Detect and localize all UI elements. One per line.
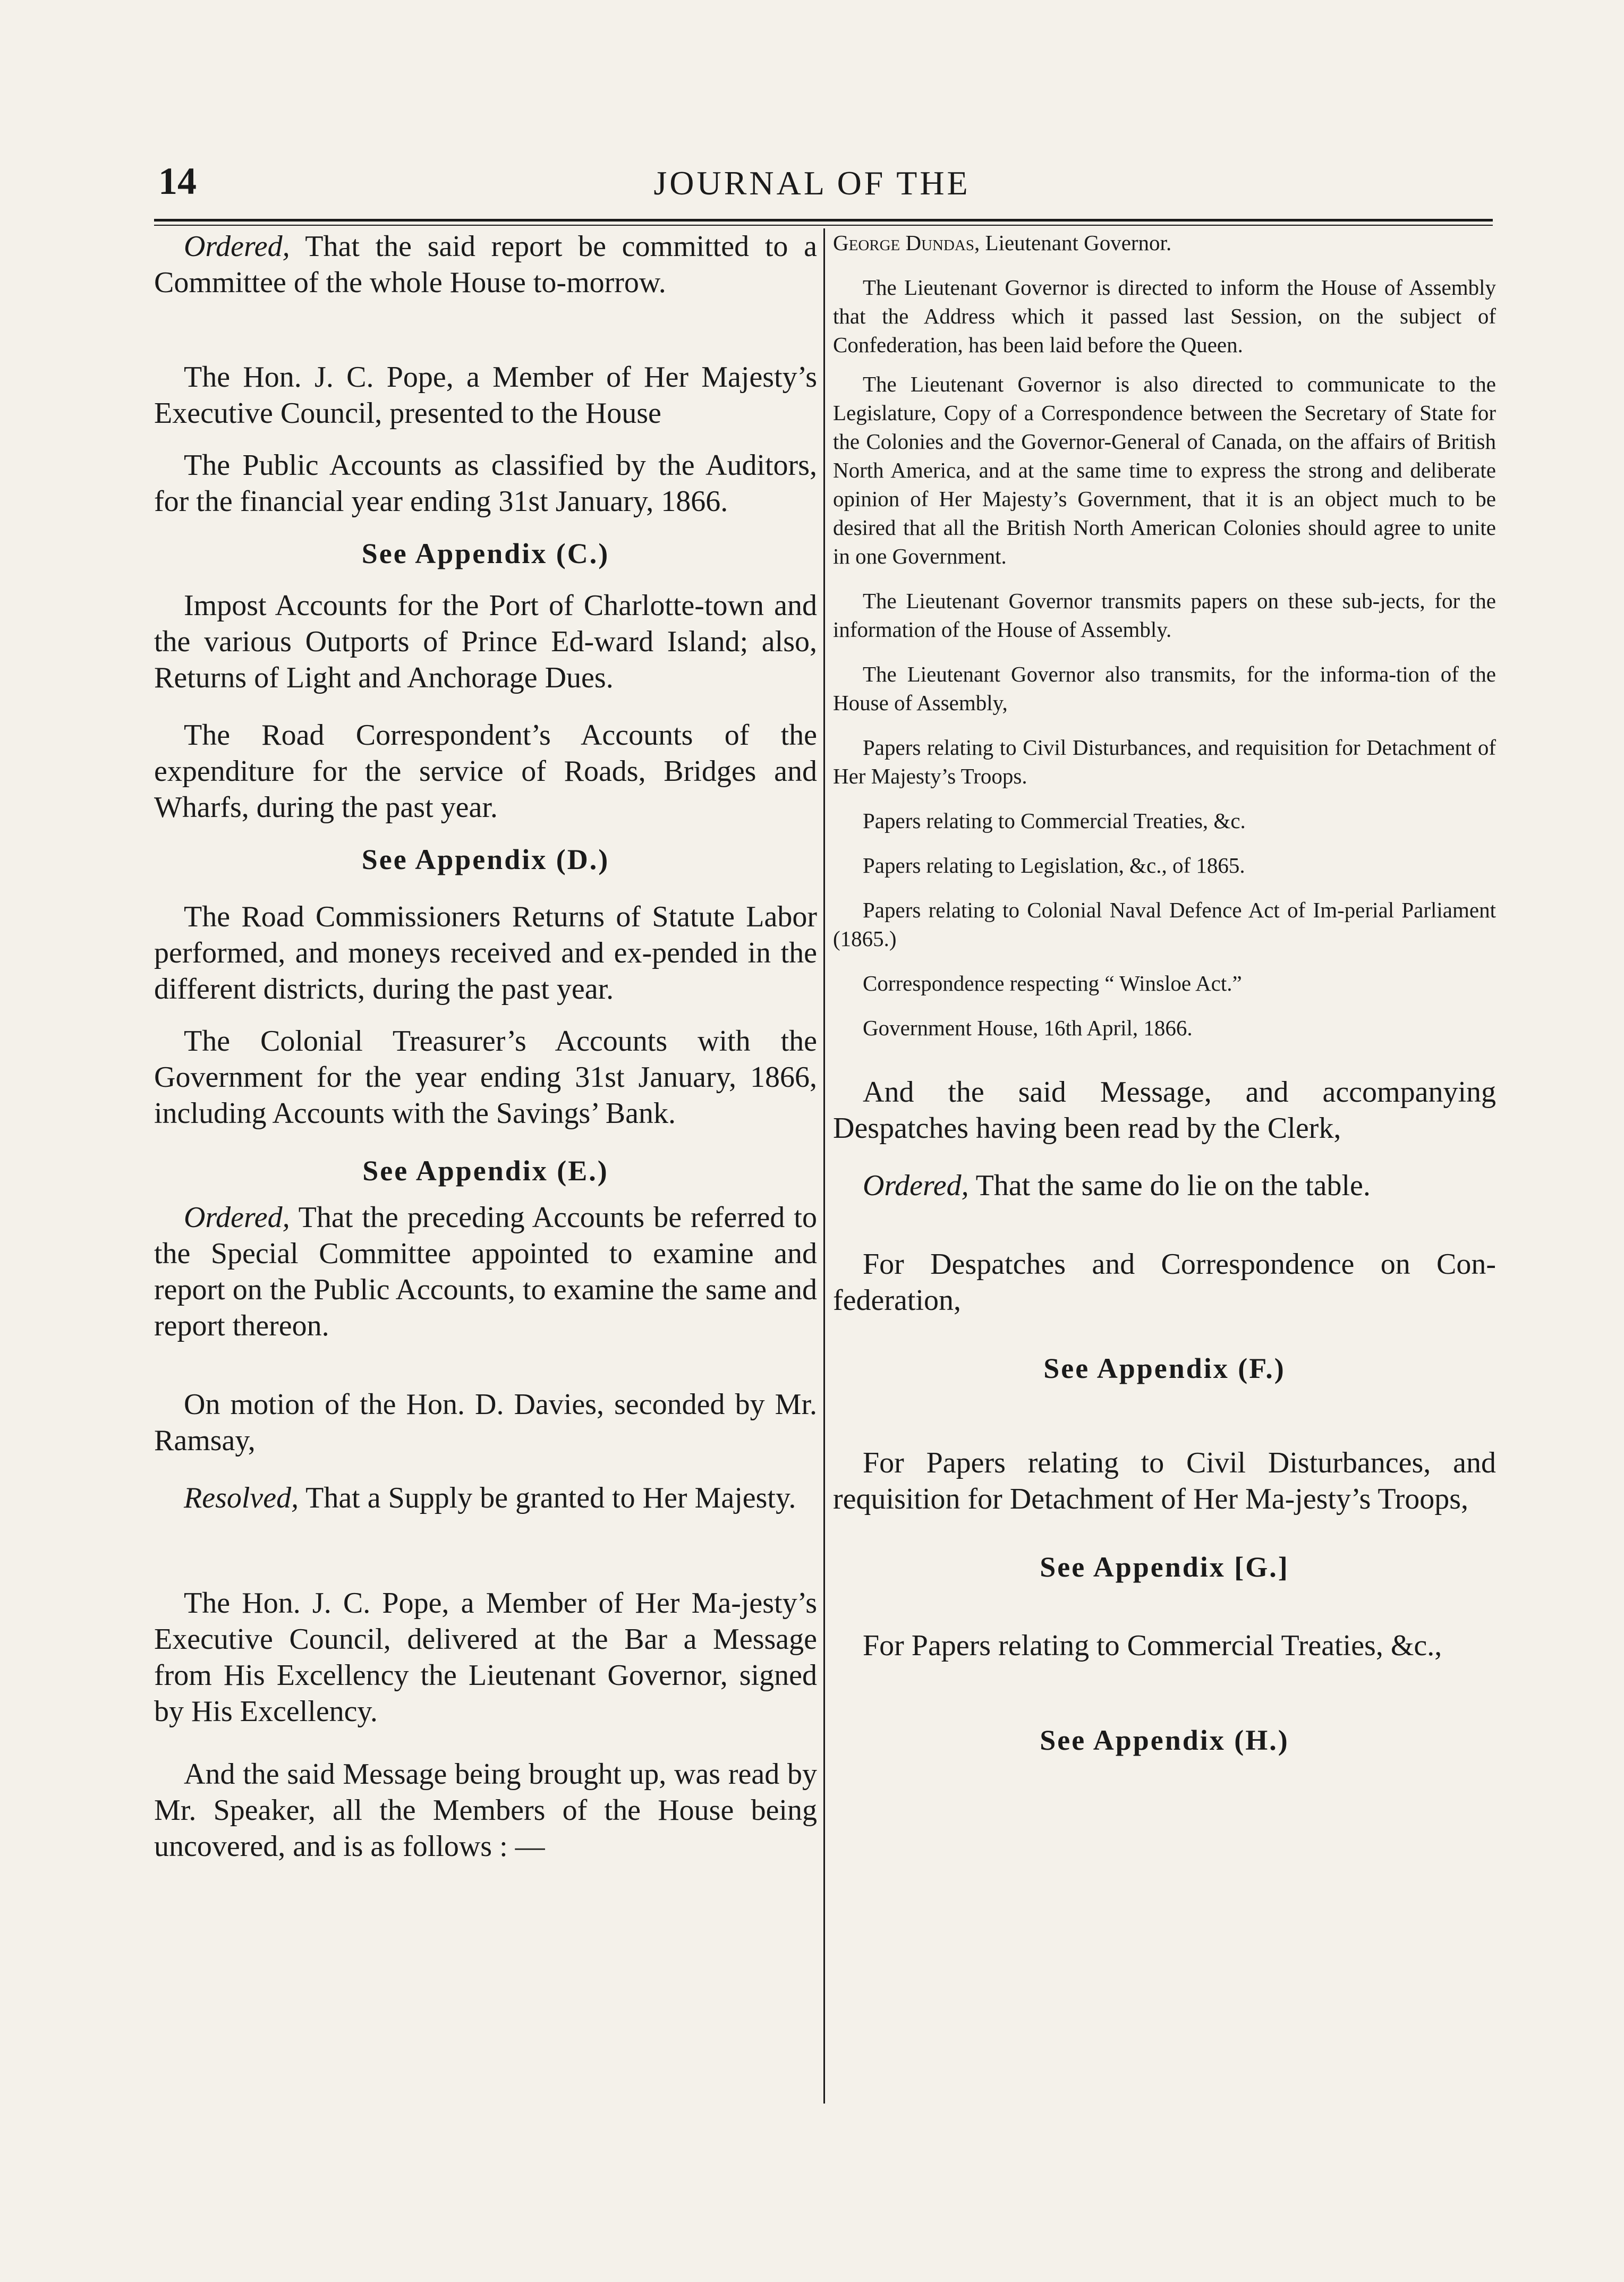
- order-committee-paragraph: Ordered, That the said report be committed to a Committee of the whole House to-morrow.: [154, 230, 817, 299]
- appendix-f-heading: See Appendix (F.): [1043, 1352, 1286, 1384]
- colonial-treasurer-paragraph: The Colonial Treasurer’s Accounts with the Government for the year ending 31st January, 1866, including Accounts with the Savings’ Bank.: [154, 1025, 817, 1130]
- motion-davies-paragraph: On motion of the Hon. D. Davies, seconded by Mr. Ramsay,: [154, 1388, 817, 1457]
- running-head: JOURNAL OF THE: [653, 164, 971, 202]
- message-also-transmits: The Lieutenant Governor also transmits, for the informa-tion of the House of Assembly,: [833, 662, 1496, 715]
- message-signature: George Dundas, Lieutenant Governor.: [833, 231, 1172, 255]
- left-column: [154, 228, 817, 1864]
- commercial-treaties-paragraph: For Papers relating to Commercial Treaties, &c.,: [863, 1629, 1442, 1662]
- page-number: 14: [158, 160, 197, 202]
- road-correspondent-paragraph: The Road Correspondent’s Accounts of the expenditure for the service of Roads, Bridges and Wharfs, during the past year.: [154, 719, 817, 824]
- order-lie-on-table-paragraph: Ordered, That the same do lie on the table.: [863, 1169, 1371, 1202]
- message-legislation: Papers relating to Legislation, &c., of 1865.: [863, 853, 1245, 878]
- impost-accounts-paragraph: Impost Accounts for the Port of Charlotte-town and the various Outports of Prince Ed-ward Island; also, Returns of Light and Anchorage Dues.: [154, 589, 817, 694]
- message-read-by-clerk-paragraph: And the said Message, and accompanying Despatches having been read by the Clerk,: [833, 1076, 1496, 1145]
- appendix-c-heading: See Appendix (C.): [361, 538, 610, 569]
- right-column: [833, 228, 1496, 1758]
- message-read-paragraph: And the said Message being brought up, was read by Mr. Speaker, all the Members of the House being uncovered, and is as follows : —: [154, 1758, 817, 1863]
- pope-message-paragraph: The Hon. J. C. Pope, a Member of Her Ma-jesty’s Executive Council, delivered at the Bar a Message from His Excellency the Lieutenant Governor, signed by His Excellency.: [154, 1587, 817, 1728]
- pope-presented-paragraph: The Hon. J. C. Pope, a Member of Her Majesty’s Executive Council, presented to the House: [154, 361, 817, 430]
- road-commissioners-paragraph: The Road Commissioners Returns of Statute Labor performed, and moneys received and ex-pended in the different districts, during the past year.: [154, 900, 817, 1006]
- appendix-h-heading: See Appendix (H.): [1040, 1724, 1289, 1756]
- header-rule: [154, 219, 1493, 226]
- message-address-confederation: The Lieutenant Governor is directed to inform the House of Assembly that the Address which it passed last Session, on the subject of Confederation, has been laid before the Queen.: [833, 275, 1496, 357]
- message-naval-defence: Papers relating to Colonial Naval Defence Act of Im-perial Parliament (1865.): [833, 898, 1496, 951]
- resolved-supply-paragraph: Resolved, That a Supply be granted to Her Majesty.: [184, 1481, 796, 1514]
- message-winsloe-act: Correspondence respecting “ Winsloe Act.”: [863, 971, 1242, 995]
- column-divider: [823, 228, 825, 2104]
- confederation-despatches-paragraph: For Despatches and Correspondence on Con-federation,: [833, 1248, 1496, 1317]
- message-dateline: Government House, 16th April, 1866.: [863, 1016, 1193, 1040]
- civil-disturbances-paragraph: For Papers relating to Civil Disturbances, and requisition for Detachment of Her Ma-jesty’s Troops,: [833, 1446, 1496, 1515]
- message-transmits-papers: The Lieutenant Governor transmits papers on these sub-jects, for the information of the House of Assembly.: [833, 589, 1496, 642]
- message-civil-disturbances: Papers relating to Civil Disturbances, and requisition for Detachment of Her Majesty’s Troops.: [833, 735, 1496, 788]
- message-correspondence: The Lieutenant Governor is also directed to communicate to the Legislature, Copy of a Correspondence between the Secretary of State for the Colonies and the Governor-General of Canada, on the affairs of British North America, and at the same time to express the strong and deliberate opinion of Her Majesty’s Government, that it is an object much to be desired that all the British North American Colonies should agree to unite in one Government.: [833, 372, 1496, 568]
- public-accounts-paragraph: The Public Accounts as classified by the Auditors, for the financial year ending 31st January, 1866.: [154, 449, 817, 518]
- appendix-d-heading: See Appendix (D.): [361, 844, 610, 875]
- appendix-e-heading: See Appendix (E.): [362, 1155, 609, 1187]
- order-refer-paragraph: Ordered, That the preceding Accounts be referred to the Special Committee appointed to examine and report on the Public Accounts, to examine the same and report thereon.: [154, 1201, 817, 1342]
- appendix-g-heading: See Appendix [G.]: [1040, 1551, 1289, 1583]
- message-commercial-treaties: Papers relating to Commercial Treaties, &c.: [863, 808, 1246, 833]
